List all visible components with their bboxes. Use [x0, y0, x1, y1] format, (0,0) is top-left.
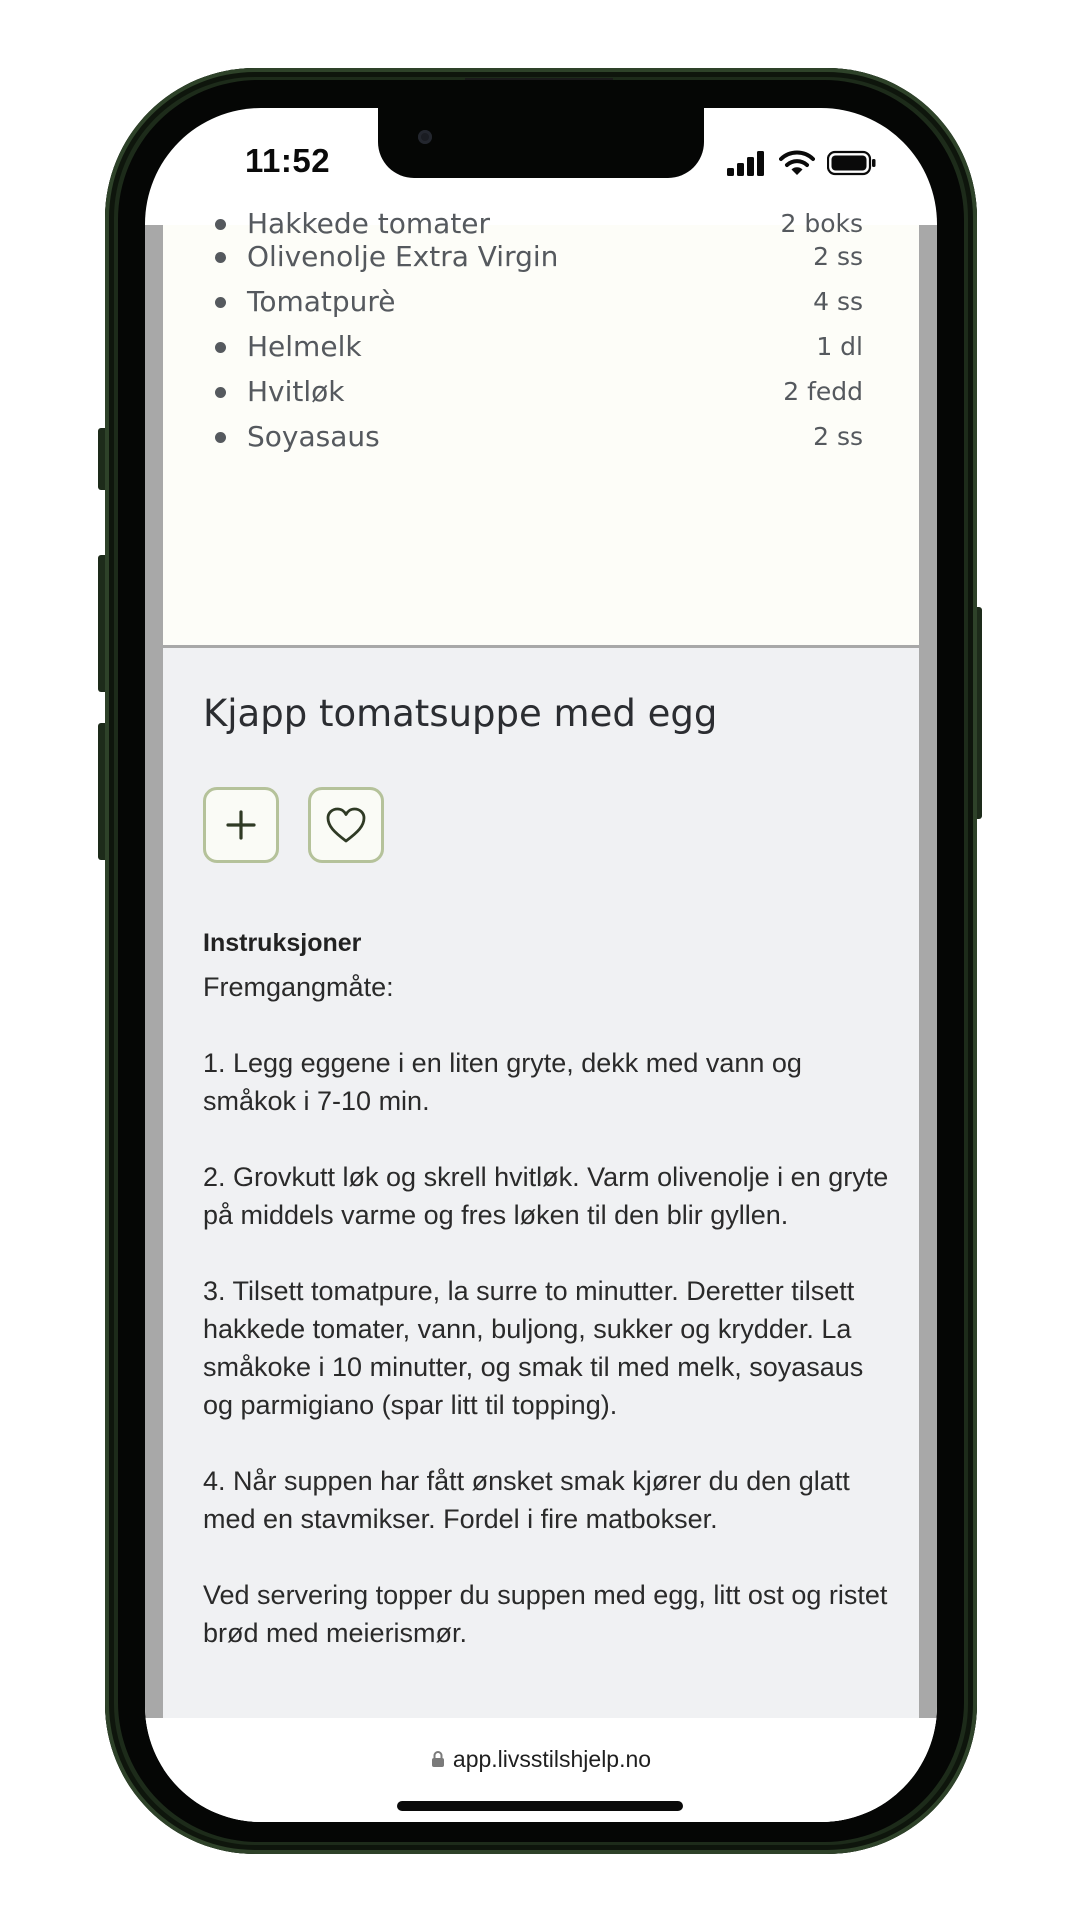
ingredient-qty: 2 boks [780, 209, 863, 238]
ingredient-name: Hakkede tomater [247, 207, 491, 240]
ingredient-row [247, 236, 863, 276]
bullet [215, 387, 226, 398]
status-time: 11:52 [245, 142, 331, 179]
ingredient-qty: 2 ss [813, 242, 863, 271]
ingredient-row [247, 326, 863, 366]
ingredient-name: Helmelk [247, 330, 362, 363]
bullet [215, 432, 226, 443]
wifi-icon [779, 150, 815, 176]
ingredient-name: Olivenolje Extra Virgin [247, 240, 559, 273]
ingredient-qty: 2 fedd [783, 377, 863, 406]
heart-icon [324, 805, 368, 845]
ingredient-name: Soyasaus [247, 420, 380, 453]
ingredient-qty: 4 ss [813, 287, 863, 316]
bullet [215, 219, 226, 230]
ingredient-row [247, 281, 863, 321]
notch [378, 108, 704, 178]
instructions-text: Fremgangmåte: 1. Legg eggene i en liten gryte, dekk med vann og småkok i 7-10 min. 2. Grovkutt løk og skrell hvitløk. Varm olivenolje i en gryte på middels varme og fres løken til den blir gyllen. 3. Tilsett tomatpure, la surre to minutter. Deretter tilsett hakkede tomater, vann, buljong, sukker og krydder. La småkoke i 10 minutter, og smak til med melk, soyasaus og parmigiano (spar litt til topping). 4. Når suppen har fått ønsket smak kjører du den glatt med en stavmikser. Fordel i fire matbokser. Ved servering topper du suppen med egg, litt ost og ristet brød med meierismør. [203, 972, 889, 1648]
ingredient-qty: 1 dl [816, 332, 863, 361]
front-camera [418, 130, 432, 144]
status-icons [727, 148, 877, 178]
url-display[interactable] [145, 1746, 937, 1773]
ingredient-row [247, 371, 863, 411]
ingredient-name: Tomatpurè [247, 285, 396, 318]
home-indicator[interactable] [397, 1801, 683, 1811]
recipe-card [163, 648, 919, 1822]
instructions-heading: Instruksjoner [203, 929, 362, 957]
phone-screen [145, 108, 937, 1822]
page-content[interactable] [145, 207, 937, 1725]
ingredient-qty: 2 ss [813, 422, 863, 451]
battery-icon [827, 150, 877, 176]
ingredient-name: Hvitløk [247, 375, 345, 408]
ingredients-list [163, 207, 919, 645]
plus-icon [224, 808, 258, 842]
add-to-plan-button[interactable] [203, 787, 279, 863]
favorite-button[interactable] [308, 787, 384, 863]
bullet [215, 342, 226, 353]
url-text: app.livsstilshjelp.no [452, 1746, 652, 1772]
bullet [215, 252, 226, 263]
bullet [215, 297, 226, 308]
recipe-title: Kjapp tomatsuppe med egg [203, 692, 718, 735]
cellular-signal-icon [727, 150, 767, 176]
ingredient-row [247, 416, 863, 456]
lock-icon [431, 1750, 445, 1768]
